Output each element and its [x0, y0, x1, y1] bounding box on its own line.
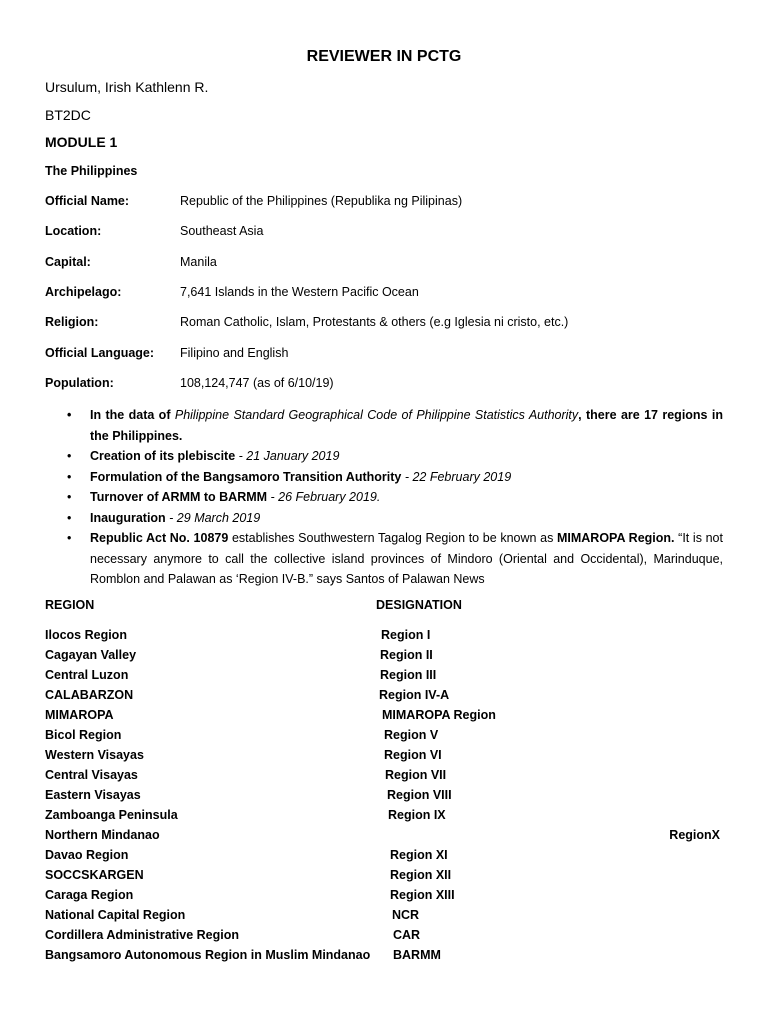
region-designation: RegionX	[669, 828, 720, 842]
region-name: National Capital Region	[45, 908, 186, 922]
region-column-header: REGION	[45, 598, 95, 612]
region-name: Bangsamoro Autonomous Region in Muslim Mindanao	[45, 948, 371, 962]
fact-label: Official Name:	[45, 194, 130, 208]
table-row	[45, 808, 723, 824]
bullet-dot-icon: •	[67, 449, 72, 463]
fact-value: Roman Catholic, Islam, Protestants & others (e.g Iglesia ni cristo, etc.)	[180, 315, 569, 329]
region-designation: MIMAROPA Region	[382, 708, 496, 722]
region-name: Zamboanga Peninsula	[45, 808, 178, 822]
table-row	[45, 948, 723, 964]
fact-value: 7,641 Islands in the Western Pacific Ocean	[180, 285, 419, 299]
fact-label: Religion:	[45, 315, 99, 329]
table-row	[45, 728, 723, 744]
document-title: REVIEWER IN PCTG	[306, 48, 462, 65]
region-name: CALABARZON	[45, 688, 134, 702]
region-name: Northern Mindanao	[45, 828, 160, 842]
table-row	[45, 748, 723, 764]
region-name: Central Visayas	[45, 768, 138, 782]
fact-label: Official Language:	[45, 346, 155, 360]
region-designation: Region II	[380, 648, 433, 662]
bullet-item: • Republic Act No. 10879 establishes Southwestern Tagalog Region to be known as MIMAROPA Region. “It is not necessary anymore to call the collective island provinces of Mindoro (Oriental and Occidental), Marinduque, Romblon and Palawan as ‘Region IV-B.” says Santos of Palawan News	[45, 528, 723, 590]
region-designation: BARMM	[393, 948, 441, 962]
table-row	[45, 828, 723, 844]
fact-value: Filipino and English	[180, 346, 289, 360]
bullet-item: • Inauguration - 29 March 2019	[45, 508, 723, 529]
bullet-item: • Creation of its plebiscite - 21 January 2019	[45, 446, 723, 467]
region-designation: NCR	[392, 908, 420, 922]
region-designation: Region I	[381, 628, 431, 642]
fact-label: Population:	[45, 376, 114, 390]
region-name: SOCCSKARGEN	[45, 868, 144, 882]
region-designation: Region V	[384, 728, 439, 742]
region-designation: CAR	[393, 928, 421, 942]
region-name: Caraga Region	[45, 888, 134, 902]
table-row	[45, 868, 723, 884]
table-row	[45, 888, 723, 904]
fact-value: 108,124,747 (as of 6/10/19)	[180, 376, 334, 390]
region-designation: Region VIII	[387, 788, 452, 802]
fact-value: Republic of the Philippines (Republika ng Pilipinas)	[180, 194, 463, 208]
bullet-item: • Turnover of ARMM to BARMM - 26 February 2019.	[45, 487, 723, 508]
table-row	[45, 768, 723, 784]
region-name: Central Luzon	[45, 668, 129, 682]
table-row	[45, 628, 723, 644]
region-name: Cordillera Administrative Region	[45, 928, 240, 942]
table-row	[45, 688, 723, 704]
region-name: Western Visayas	[45, 748, 144, 762]
region-name: Cagayan Valley	[45, 648, 137, 662]
region-designation: Region IX	[388, 808, 446, 822]
bullet-item: • Formulation of the Bangsamoro Transition Authority - 22 February 2019	[45, 467, 723, 488]
region-designation: Region XIII	[390, 888, 455, 902]
bullet-item: • In the data of Philippine Standard Geographical Code of Philippine Statistics Authority, there are 17 regions in the Philippines.	[45, 405, 723, 446]
table-row	[45, 668, 723, 684]
region-designation: Region VI	[384, 748, 442, 762]
region-name: MIMAROPA	[45, 708, 114, 722]
fact-label: Location:	[45, 224, 102, 238]
module-heading: MODULE 1	[45, 134, 118, 150]
region-name: Ilocos Region	[45, 628, 127, 642]
region-designation: Region XI	[390, 848, 448, 862]
table-row	[45, 708, 723, 724]
bullet-dot-icon: •	[67, 531, 72, 545]
region-designation: Region XII	[390, 868, 452, 882]
region-name: Davao Region	[45, 848, 129, 862]
bullet-dot-icon: •	[67, 408, 72, 422]
table-row	[45, 928, 723, 944]
fact-label: Archipelago:	[45, 285, 122, 299]
bullet-dot-icon: •	[67, 490, 72, 504]
region-designation: Region IV-A	[379, 688, 450, 702]
section-code: BT2DC	[45, 107, 91, 123]
table-row	[45, 648, 723, 664]
region-name: Bicol Region	[45, 728, 122, 742]
table-row	[45, 908, 723, 924]
table-row	[45, 788, 723, 804]
fact-value: Southeast Asia	[180, 224, 264, 238]
table-row	[45, 848, 723, 864]
region-designation: Region III	[380, 668, 437, 682]
fact-label: Capital:	[45, 255, 91, 269]
bullet-dot-icon: •	[67, 510, 72, 525]
bullet-dot-icon: •	[67, 469, 72, 484]
author-name: Ursulum, Irish Kathlenn R.	[45, 79, 209, 95]
fact-value: Manila	[180, 255, 217, 269]
bullet-list	[45, 405, 723, 590]
subheading: The Philippines	[45, 164, 138, 178]
region-designation: Region VII	[385, 768, 447, 782]
designation-column-header: DESIGNATION	[376, 598, 462, 612]
region-name: Eastern Visayas	[45, 788, 141, 802]
